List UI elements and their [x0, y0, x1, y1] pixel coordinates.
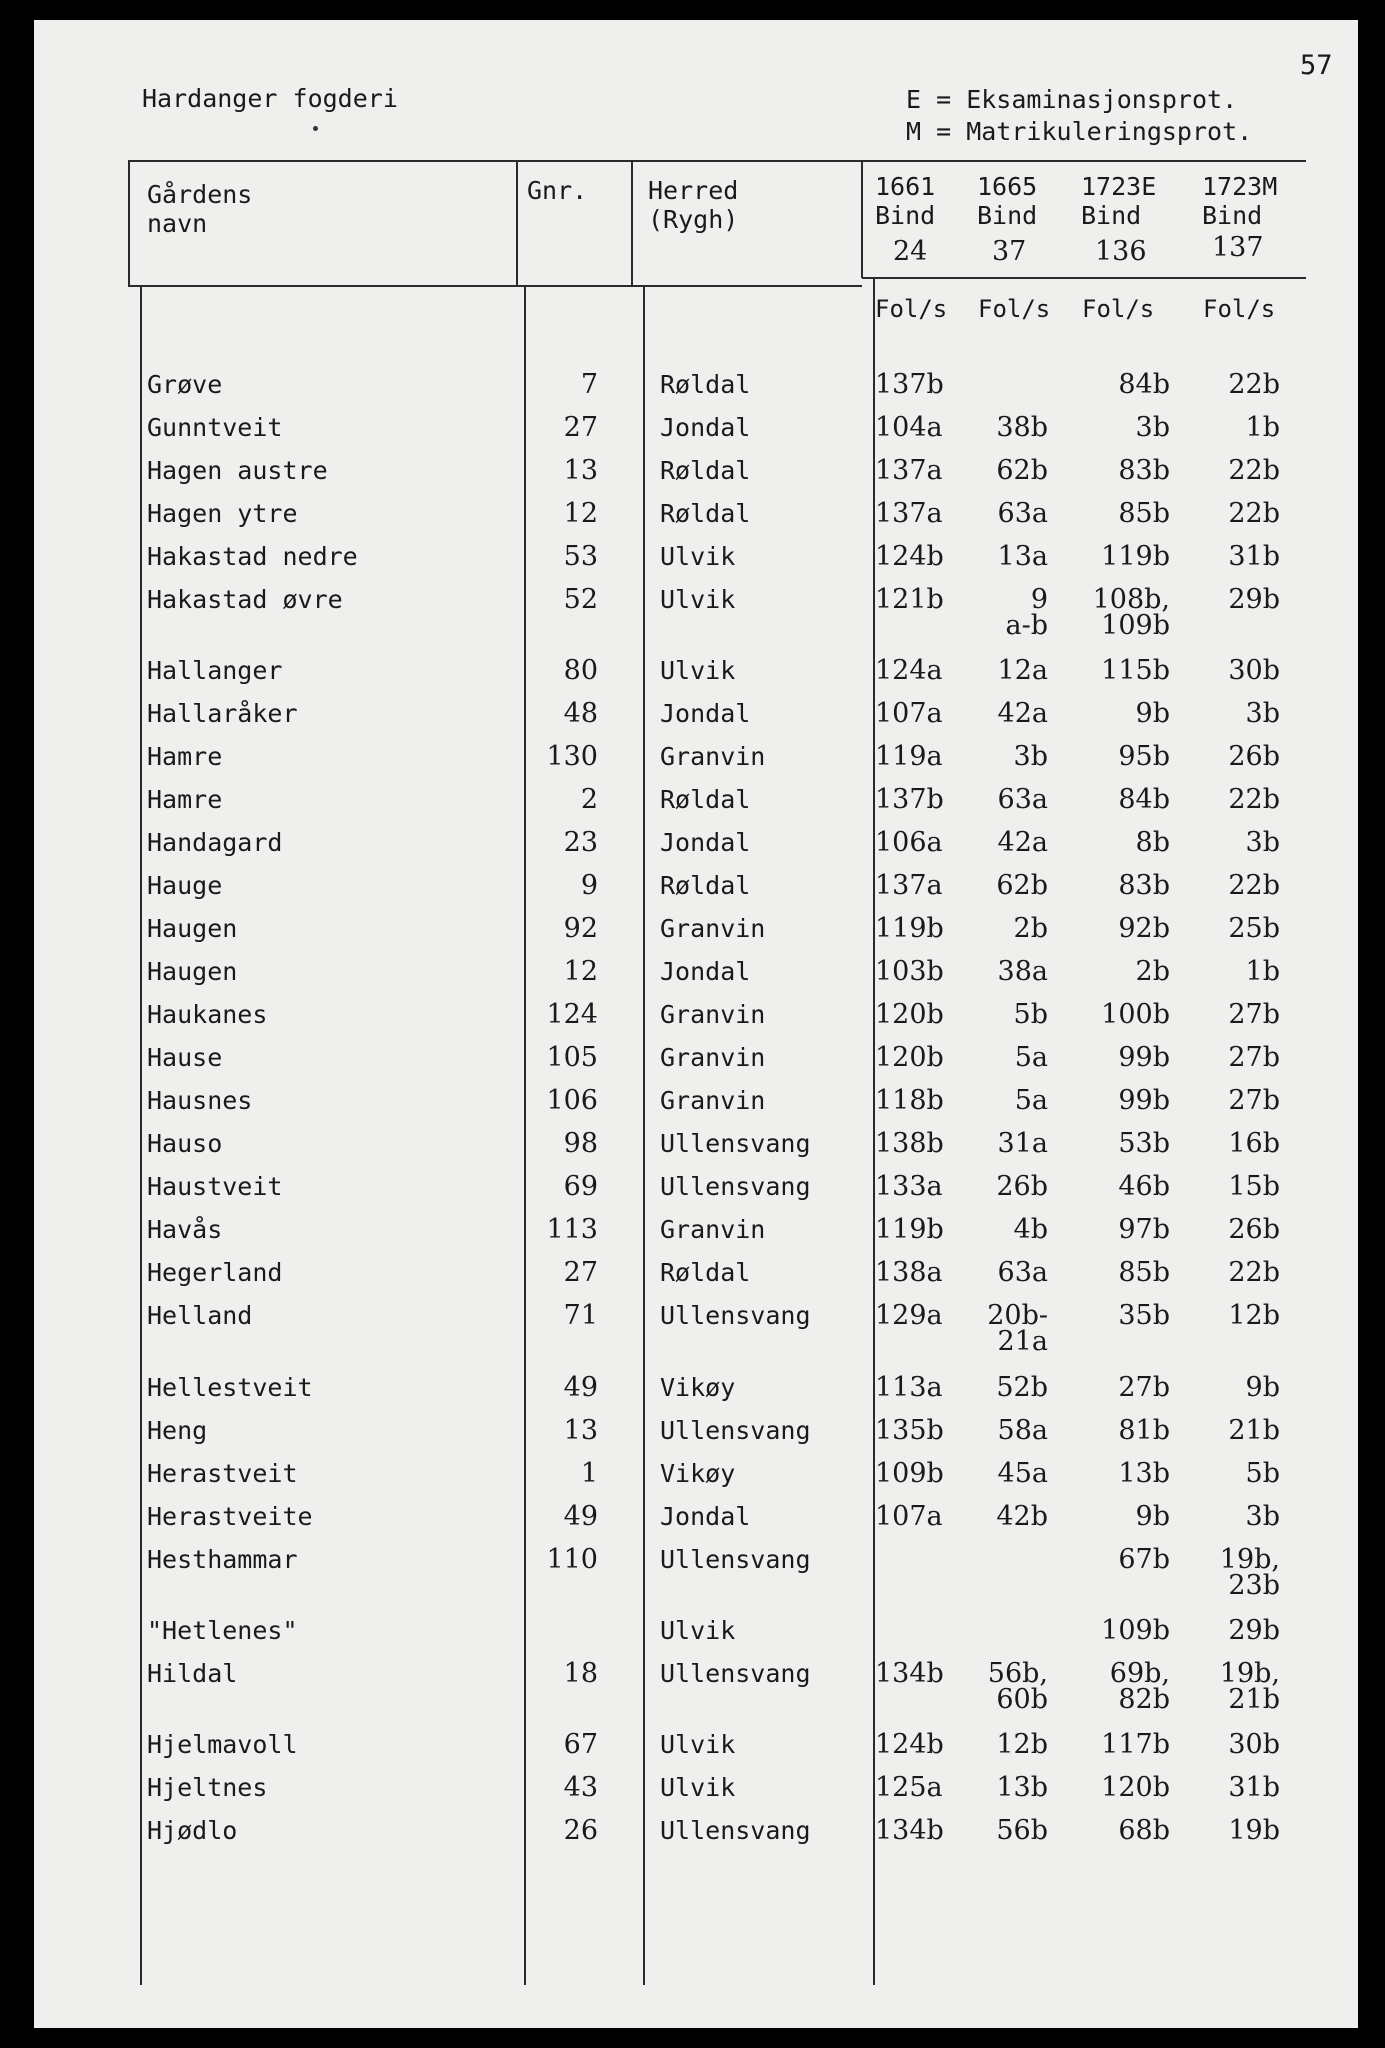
gnr-value: 80: [563, 655, 598, 686]
fol-1665: 63a: [997, 498, 1048, 529]
fol-1665: 5a: [1014, 1085, 1048, 1116]
farm-name: Haustveit: [147, 1172, 283, 1201]
fol-1661: 137b: [875, 369, 944, 400]
table-row: [0, 655, 1385, 700]
farm-name: Hjelmavoll: [147, 1730, 298, 1759]
fol-1665: 45a: [997, 1458, 1048, 1489]
herred-value: Ulvik: [660, 585, 736, 614]
fol-1723m: 31b: [1228, 1772, 1280, 1803]
legend: [906, 84, 1252, 148]
fol-1723e: 99b: [1118, 1085, 1170, 1116]
fol-1665: 12a: [997, 655, 1048, 686]
fol-1661: 121b: [875, 584, 944, 615]
fol-1661: 118b: [875, 1085, 944, 1116]
fol-1723e: 84b: [1118, 784, 1170, 815]
gnr-value: 7: [580, 369, 598, 400]
bind-number-1661: 24: [893, 236, 928, 267]
herred-value: Ullensvang: [660, 1172, 811, 1201]
herred-value: Ulvik: [660, 1730, 736, 1759]
farm-name: Hagen austre: [147, 456, 328, 485]
fol-1661: 137a: [875, 455, 943, 486]
gnr-value: 27: [563, 1257, 598, 1288]
fol-1661: 137a: [875, 870, 943, 901]
herred-value: Ulvik: [660, 1616, 736, 1645]
fol-1723e: 115b: [1101, 655, 1170, 686]
bind-number-1723m: 137: [1212, 232, 1264, 263]
table-row: [0, 870, 1385, 915]
ink-dot: [313, 126, 318, 131]
fol-1723e: 13b: [1118, 1458, 1170, 1489]
farm-name: Hakastad øvre: [147, 585, 343, 614]
herred-value: Jondal: [660, 413, 751, 442]
table-row: [0, 1128, 1385, 1173]
fol-1723m: 22b: [1228, 784, 1280, 815]
fol-1661: 137a: [875, 498, 943, 529]
table-left-rule: [128, 160, 130, 286]
fol-1723e: 97b: [1118, 1214, 1170, 1245]
col-header-name: Gårdens navn: [147, 180, 253, 238]
fol-1723m: 19b, 23b: [1219, 1544, 1280, 1601]
table-row: [0, 1042, 1385, 1087]
fol-1665: 63a: [997, 784, 1048, 815]
fol-1723e: 99b: [1118, 1042, 1170, 1073]
farm-name: Hauge: [147, 871, 223, 900]
herred-value: Granvin: [660, 1086, 766, 1115]
table-row: [0, 1658, 1385, 1715]
fol-1723m: 22b: [1228, 1257, 1280, 1288]
fol-1665: 31a: [997, 1128, 1048, 1159]
fol-1661: 104a: [875, 412, 943, 443]
fol-1661: 107a: [875, 1501, 943, 1532]
fol-1661: 120b: [875, 1042, 944, 1073]
gnr-value: 67: [563, 1729, 598, 1760]
gnr-left-rule: [516, 160, 518, 286]
fol-1723m: 3b: [1245, 698, 1280, 729]
fol-1723e: 100b: [1101, 999, 1170, 1030]
gnr-value: 13: [563, 1415, 598, 1446]
fol-1723e: 83b: [1118, 870, 1170, 901]
fol-1723m: 1b: [1245, 956, 1280, 987]
gnr-value: 23: [563, 827, 598, 858]
farm-name: Heng: [147, 1416, 208, 1445]
farm-name: Hausnes: [147, 1086, 253, 1115]
fol-1723e: 9b: [1135, 698, 1170, 729]
table-row: [0, 1458, 1385, 1503]
fol-1665: 63a: [997, 1257, 1048, 1288]
table-row: [0, 1300, 1385, 1357]
herred-value: Vikøy: [660, 1373, 736, 1402]
fol-1665: 42a: [997, 827, 1048, 858]
farm-name: "Hetlenes": [147, 1616, 298, 1645]
herred-value: Jondal: [660, 828, 751, 857]
herred-value: Jondal: [660, 1502, 751, 1531]
herred-value: Granvin: [660, 914, 766, 943]
fol-1723m: 22b: [1228, 498, 1280, 529]
table-row: [0, 1372, 1385, 1417]
farm-name: Hallanger: [147, 656, 283, 685]
herred-value: Ullensvang: [660, 1416, 811, 1445]
fol-1723e: 67b: [1118, 1544, 1170, 1575]
legend-m: M = Matrikuleringsprot.: [906, 117, 1253, 146]
table-row: [0, 1501, 1385, 1546]
gnr-value: 124: [546, 999, 598, 1030]
fol-1723m: 29b: [1228, 1615, 1280, 1646]
gnr-value: 52: [563, 584, 598, 615]
table-row: [0, 1615, 1385, 1660]
farm-name: Hamre: [147, 742, 223, 771]
farm-name: Haugen: [147, 914, 238, 943]
table-row: [0, 1815, 1385, 1860]
col-header-herred: Herred (Rygh): [648, 176, 739, 234]
table-row: [0, 1772, 1385, 1817]
table-row: [0, 999, 1385, 1044]
farm-name: Hjeltnes: [147, 1773, 268, 1802]
fol-1661: 107a: [875, 698, 943, 729]
legend-e: E = Eksaminasjonsprot.: [906, 85, 1238, 114]
fol-1661: 133a: [875, 1171, 943, 1202]
fol-1665: 3b: [1013, 741, 1048, 772]
fol-1661: 124b: [875, 541, 944, 572]
gnr-value: 106: [546, 1085, 598, 1116]
herred-value: Ullensvang: [660, 1816, 811, 1845]
fol-1661: 138b: [875, 1128, 944, 1159]
herred-value: Granvin: [660, 1215, 766, 1244]
farm-name: Havås: [147, 1215, 223, 1244]
fol-1723m: 19b, 21b: [1219, 1658, 1280, 1715]
fol-1723e: 35b: [1118, 1300, 1170, 1331]
fol-1665: 62b: [996, 870, 1048, 901]
fol-1661: 124b: [875, 1729, 944, 1760]
table-row: [0, 1214, 1385, 1259]
fol-1723m: 27b: [1228, 1042, 1280, 1073]
herred-value: Røldal: [660, 1258, 751, 1287]
gnr-value: 13: [563, 455, 598, 486]
fol-label-1723e: Fol/s: [1082, 295, 1155, 323]
bind-number-1723e: 136: [1095, 236, 1147, 267]
fol-label-1661: Fol/s: [875, 295, 948, 323]
fol-1723e: 81b: [1118, 1415, 1170, 1446]
farm-name: Hegerland: [147, 1258, 283, 1287]
fol-1665: 56b, 60b: [987, 1658, 1048, 1715]
fol-label-1723m: Fol/s: [1203, 295, 1276, 323]
fol-1723m: 9b: [1245, 1372, 1280, 1403]
col-header-gnr: Gnr.: [527, 176, 588, 205]
herred-value: Ulvik: [660, 542, 736, 571]
fol-1661: 138a: [875, 1257, 943, 1288]
table-row: [0, 455, 1385, 500]
gnr-value: 12: [563, 498, 598, 529]
fol-1723e: 53b: [1118, 1128, 1170, 1159]
fol-1723m: 21b: [1228, 1415, 1280, 1446]
fol-1661: 120b: [875, 999, 944, 1030]
table-row: [0, 498, 1385, 543]
farm-name: Herastveit: [147, 1459, 298, 1488]
herred-value: Ullensvang: [660, 1659, 811, 1688]
page-number: 57: [1300, 50, 1333, 81]
gnr-value: 130: [546, 741, 598, 772]
farm-name: Gunntveit: [147, 413, 283, 442]
fol-1723m: 27b: [1228, 999, 1280, 1030]
gnr-value: 9: [580, 870, 598, 901]
fol-1723e: 69b, 82b: [1109, 1658, 1170, 1715]
herred-value: Røldal: [660, 785, 751, 814]
table-row: [0, 584, 1385, 641]
farm-name: Hellestveit: [147, 1373, 313, 1402]
header-bottom-rule: [128, 285, 862, 287]
col-header-1723m: 1723M Bind: [1202, 172, 1278, 230]
farm-name: Hauso: [147, 1129, 223, 1158]
fol-1723e: 9b: [1135, 1501, 1170, 1532]
table-row: [0, 1729, 1385, 1774]
fol-1723m: 30b: [1228, 655, 1280, 686]
gnr-value: 2: [580, 784, 598, 815]
table-row: [0, 956, 1385, 1001]
herred-value: Granvin: [660, 1043, 766, 1072]
farm-name: Handagard: [147, 828, 283, 857]
document-title: Hardanger fogderi: [142, 84, 398, 113]
farm-name: Hause: [147, 1043, 223, 1072]
fol-1723m: 3b: [1245, 827, 1280, 858]
table-row: [0, 698, 1385, 743]
fol-1661: 109b: [875, 1458, 944, 1489]
fol-1661: 134b: [875, 1815, 944, 1846]
fol-1665: 20b- 21a: [987, 1300, 1048, 1357]
gnr-value: 92: [563, 913, 598, 944]
fol-1723m: 26b: [1228, 741, 1280, 772]
bind-header-rule: [862, 277, 1306, 279]
fol-1665: 58a: [997, 1415, 1048, 1446]
farm-name: Haugen: [147, 957, 238, 986]
fol-1723m: 29b: [1228, 584, 1280, 615]
fol-1665: 12b: [996, 1729, 1048, 1760]
fol-1723e: 84b: [1118, 369, 1170, 400]
col-header-1665: 1665 Bind: [977, 172, 1038, 230]
fol-1723e: 83b: [1118, 455, 1170, 486]
fol-1723e: 68b: [1118, 1815, 1170, 1846]
fol-1723e: 117b: [1101, 1729, 1170, 1760]
herred-value: Granvin: [660, 1000, 766, 1029]
gnr-value: 71: [563, 1300, 598, 1331]
herred-value: Ullensvang: [660, 1129, 811, 1158]
fol-1723m: 19b: [1228, 1815, 1280, 1846]
gnr-value: 53: [563, 541, 598, 572]
fol-1661: 134b: [875, 1658, 944, 1689]
fol-1723m: 30b: [1228, 1729, 1280, 1760]
fol-1723m: 12b: [1228, 1300, 1280, 1331]
farm-name: Hagen ytre: [147, 499, 298, 528]
fol-1665: 13a: [997, 541, 1048, 572]
fol-1723m: 5b: [1245, 1458, 1280, 1489]
fol-1665: 62b: [996, 455, 1048, 486]
fol-1723m: 25b: [1228, 913, 1280, 944]
fol-1723e: 8b: [1135, 827, 1170, 858]
fol-1723e: 92b: [1118, 913, 1170, 944]
herred-value: Røldal: [660, 456, 751, 485]
fol-1661: 119b: [875, 913, 944, 944]
fol-1665: 4b: [1013, 1214, 1048, 1245]
fol-1723e: 46b: [1118, 1171, 1170, 1202]
gnr-value: 48: [563, 698, 598, 729]
farm-name: Grøve: [147, 370, 223, 399]
farm-name: Hjødlo: [147, 1816, 238, 1845]
fol-1723m: 1b: [1245, 412, 1280, 443]
herred-value: Røldal: [660, 499, 751, 528]
gnr-value: 105: [546, 1042, 598, 1073]
fol-1661: 119b: [875, 1214, 944, 1245]
herred-left-rule: [631, 160, 633, 286]
fol-1723e: 120b: [1101, 1772, 1170, 1803]
herred-value: Røldal: [660, 871, 751, 900]
gnr-value: 113: [546, 1214, 598, 1245]
table-row: [0, 1171, 1385, 1216]
fol-1723m: 16b: [1228, 1128, 1280, 1159]
fol-1661: 119a: [875, 741, 943, 772]
fol-label-1665: Fol/s: [978, 295, 1051, 323]
fol-1723e: 85b: [1118, 1257, 1170, 1288]
fol-1665: 38b: [996, 412, 1048, 443]
gnr-value: 27: [563, 412, 598, 443]
table-row: [0, 369, 1385, 414]
fol-1723e: 108b, 109b: [1092, 584, 1170, 641]
fol-1661: 113a: [875, 1372, 943, 1403]
herred-value: Granvin: [660, 742, 766, 771]
fol-1661: 129a: [875, 1300, 943, 1331]
fol-1723e: 3b: [1135, 412, 1170, 443]
herred-value: Ulvik: [660, 1773, 736, 1802]
farm-name: Helland: [147, 1301, 253, 1330]
farm-name: Haukanes: [147, 1000, 268, 1029]
fol-1723e: 27b: [1118, 1372, 1170, 1403]
gnr-value: 43: [563, 1772, 598, 1803]
fol-1665: 56b: [996, 1815, 1048, 1846]
gnr-value: 110: [546, 1544, 598, 1575]
fol-1723e: 109b: [1101, 1615, 1170, 1646]
fol-1661: 103b: [875, 956, 944, 987]
fol-1665: 5a: [1014, 1042, 1048, 1073]
table-row: [0, 1085, 1385, 1130]
fol-1723m: 31b: [1228, 541, 1280, 572]
table-row: [0, 1544, 1385, 1601]
table-row: [0, 1415, 1385, 1460]
fol-1665: 42b: [996, 1501, 1048, 1532]
fol-1665: 5b: [1013, 999, 1048, 1030]
col-header-1661: 1661 Bind: [875, 172, 936, 230]
fol-1723e: 95b: [1118, 741, 1170, 772]
fol-1723m: 15b: [1228, 1171, 1280, 1202]
gnr-value: 49: [563, 1501, 598, 1532]
fol-1723e: 85b: [1118, 498, 1170, 529]
fol-1665: 38a: [997, 956, 1048, 987]
fol-1723e: 2b: [1135, 956, 1170, 987]
fol-1723m: 27b: [1228, 1085, 1280, 1116]
gnr-value: 26: [563, 1815, 598, 1846]
fol-1661: 135b: [875, 1415, 944, 1446]
fol-1665: 13b: [996, 1772, 1048, 1803]
farm-name: Herastveite: [147, 1502, 313, 1531]
fol-1723e: 119b: [1101, 541, 1170, 572]
farm-name: Hallaråker: [147, 699, 298, 728]
gnr-value: 1: [580, 1458, 598, 1489]
fol-1661: 137b: [875, 784, 944, 815]
gnr-value: 49: [563, 1372, 598, 1403]
fol-1723m: 22b: [1228, 455, 1280, 486]
fol-1665: 9 a-b: [1005, 584, 1048, 641]
fol-1665: 26b: [996, 1171, 1048, 1202]
table-row: [0, 412, 1385, 457]
fol-1661: 106a: [875, 827, 943, 858]
farm-name: Hakastad nedre: [147, 542, 358, 571]
table-row: [0, 741, 1385, 786]
bind-left-rule: [861, 160, 863, 278]
herred-value: Vikøy: [660, 1459, 736, 1488]
herred-value: Ullensvang: [660, 1301, 811, 1330]
fol-1723m: 22b: [1228, 870, 1280, 901]
herred-value: Ullensvang: [660, 1545, 811, 1574]
fol-1665: 42a: [997, 698, 1048, 729]
gnr-value: 69: [563, 1171, 598, 1202]
table-top-rule: [128, 160, 1306, 162]
fol-1665: 52b: [996, 1372, 1048, 1403]
col-header-1723e: 1723E Bind: [1081, 172, 1157, 230]
herred-value: Ulvik: [660, 656, 736, 685]
gnr-value: 18: [563, 1658, 598, 1689]
fol-1661: 124a: [875, 655, 943, 686]
fol-1723m: 22b: [1228, 369, 1280, 400]
fol-1665: 2b: [1013, 913, 1048, 944]
table-row: [0, 913, 1385, 958]
fol-1723m: 3b: [1245, 1501, 1280, 1532]
table-row: [0, 541, 1385, 586]
fol-1723m: 26b: [1228, 1214, 1280, 1245]
herred-value: Røldal: [660, 370, 751, 399]
gnr-value: 98: [563, 1128, 598, 1159]
farm-name: Hamre: [147, 785, 223, 814]
table-row: [0, 1257, 1385, 1302]
farm-name: Hesthammar: [147, 1545, 298, 1574]
farm-name: Hildal: [147, 1659, 238, 1688]
fol-1661: 125a: [875, 1772, 943, 1803]
bind-number-1665: 37: [992, 236, 1027, 267]
table-row: [0, 827, 1385, 872]
table-row: [0, 784, 1385, 829]
gnr-value: 12: [563, 956, 598, 987]
herred-value: Jondal: [660, 957, 751, 986]
herred-value: Jondal: [660, 699, 751, 728]
